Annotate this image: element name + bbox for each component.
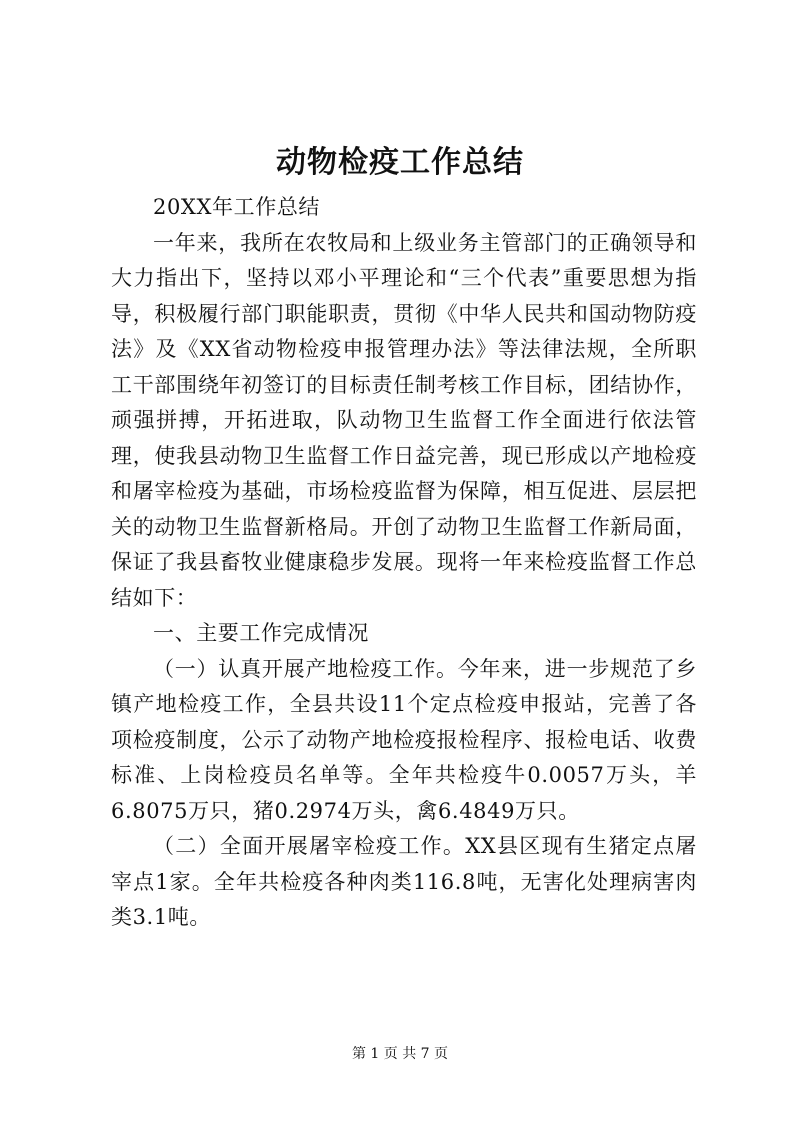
document-body: [111, 190, 697, 936]
document-title: 动物检疫工作总结: [276, 145, 524, 180]
section-heading-main-work: 一、主要工作完成情况: [153, 621, 369, 645]
paragraph-slaughter-quarantine: （二）全面开展屠宰检疫工作。XX县区现有生猪定点屠宰点1家。全年共检疫各种肉类116.8吨，无害化处理病害肉类3.1吨。: [111, 834, 697, 929]
paragraph-intro: 一年来，我所在农牧局和上级业务主管部门的正确领导和大力指出下，坚持以邓小平理论和“三个代表”重要思想为指导，积极履行部门职能职责，贯彻《中华人民共和国动物防疫法》及《XX省动物检疫申报管理办法》等法律法规，全所职工干部围绕年初签订的目标责任制考核工作目标，团结协作，顽强拼搏，开拓进取，队动物卫生监督工作全面进行依法管理，使我县动物卫生监督工作日益完善，现已形成以产地检疫和屠宰检疫为基础，市场检疫监督为保障，相互促进、层层把关的动物卫生监督新格局。开创了动物卫生监督工作新局面，保证了我县畜牧业健康稳步发展。现将一年来检疫监督工作总结如下：: [111, 230, 697, 610]
page-footer: 第 1 页 共 7 页: [351, 1046, 449, 1062]
paragraph-year-summary: 20XX年工作总结: [153, 195, 321, 219]
paragraph-origin-quarantine: （一）认真开展产地检疫工作。今年来，进一步规范了乡镇产地检疫工作，全县共设11个定点检疫申报站，完善了各项检疫制度，公示了动物产地检疫报检程序、报检电话、收费标准、上岗检疫员名单等。全年共检疫牛0.0057万头，羊6.8075万只，猪0.2974万头，禽6.4849万只。: [111, 656, 697, 823]
